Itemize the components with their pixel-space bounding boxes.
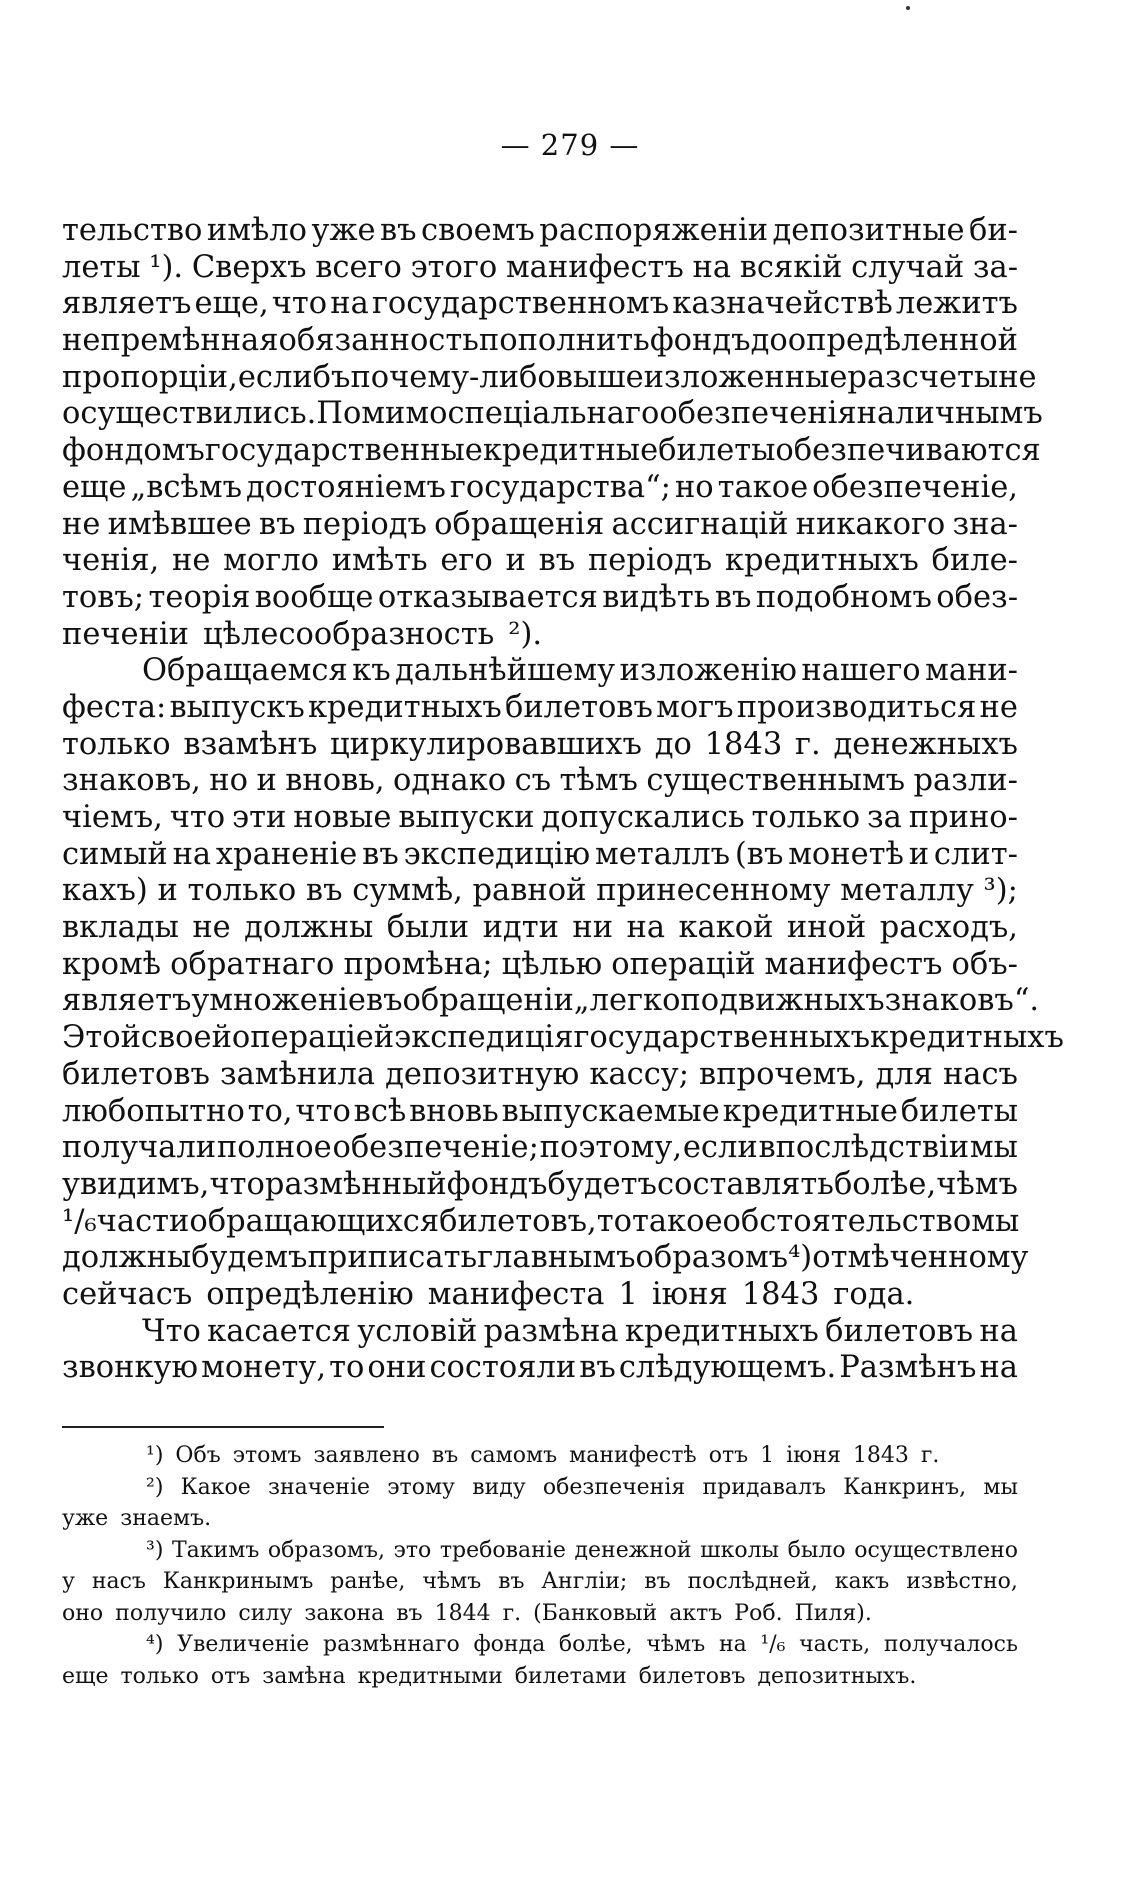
page-number: — 279 —	[500, 128, 640, 162]
text-line: увидимъ, что размѣнный фондъ будетъ составлять болѣе, чѣмъ	[62, 1166, 1018, 1202]
text-line: симый на храненіе въ экспедицію металлъ (въ монетѣ и слит-	[62, 836, 1018, 872]
text-line: получали полное обезпеченіе; поэтому, если впослѣдствіи мы	[62, 1130, 1018, 1166]
text-line: не имѣвшее въ періодъ обращенія ассигнацій никакого зна-	[62, 506, 1018, 542]
footnote-line: еще только отъ замѣна кредитными билетами билетовъ депозитныхъ.	[62, 1663, 917, 1689]
text-line: должны будемъ приписать главнымъ образомъ ⁴) отмѣченному	[62, 1240, 1029, 1276]
text-line: кромѣ обратнаго промѣна; цѣлью операцій манифестъ объ-	[62, 946, 1018, 982]
text-line: знаковъ, но и вновь, однако съ тѣмъ существеннымъ разли-	[62, 763, 1018, 799]
footnote-line: оно получило силу закона въ 1844 г. (Банковый актъ Роб. Пиля).	[62, 1600, 872, 1626]
text-line: Обращаемся къ дальнѣйшему изложенію нашего мани-	[142, 653, 1018, 689]
text-line: осуществились. Помимо спеціальнаго обезпеченія наличнымъ	[62, 396, 1043, 432]
text-line: ченія, не могло имѣть его и въ періодъ кредитныхъ биле-	[62, 543, 1018, 579]
text-line: феста: выпускъ кредитныхъ билетовъ могъ производиться не	[62, 689, 1018, 725]
text-line: звонкую монету, то они состояли въ слѣдующемъ. Размѣнъ на	[62, 1350, 1018, 1386]
text-line: тельство имѣло уже въ своемъ распоряженіи депозитные би-	[62, 213, 1018, 248]
text-line: Этой своей операціей экспедиція государственныхъ кредитныхъ	[62, 1020, 1064, 1056]
text-line: ¹/₆ части обращающихся билетовъ, то такое обстоятельство мы	[62, 1203, 1020, 1239]
text-line: являетъ еще, что на государственномъ казначействѣ лежитъ	[62, 286, 1018, 322]
text-line: печеніи цѣлесообразность ²).	[62, 616, 543, 652]
text-line: сейчасъ опредѣленію манифеста 1 іюня 1843 года.	[62, 1276, 915, 1312]
text-line: являетъ умноженіе въ обращеніи „легкоподвижныхъ знаковъ“.	[62, 983, 1040, 1019]
text-line: непремѣнная обязанность пополнить фондъ до опредѣленной	[62, 323, 1018, 359]
text-line: товъ; теорія вообще отказывается видѣть въ подобномъ обез-	[62, 579, 1018, 615]
text-line: любопытно то, что всѣ вновь выпускаемые кредитные билеты	[62, 1093, 1018, 1129]
text-line: вклады не должны были идти ни на какой иной расходъ,	[62, 910, 1018, 946]
footnote-line: у насъ Канкринымъ ранѣе, чѣмъ въ Англіи; въ послѣдней, какъ извѣстно,	[62, 1569, 1018, 1594]
text-line: билетовъ замѣнила депозитную кассу; впрочемъ, для насъ	[62, 1056, 1018, 1092]
text-line: пропорціи, если бъ почему-либо вышеизложенные разсчеты не	[62, 359, 1037, 395]
footnote-line: ³) Такимъ образомъ, это требованіе денежной школы было осуществлено	[146, 1537, 1018, 1563]
footnotes	[62, 1440, 1018, 1692]
text-line: чіемъ, что эти новые выпуски допускались только за прино-	[62, 800, 1018, 835]
footnote-line: ¹) Объ этомъ заявлено въ самомъ манифестѣ отъ 1 іюня 1843 г.	[146, 1443, 940, 1468]
text-line: Что касается условій размѣна кредитныхъ билетовъ на	[142, 1313, 1018, 1349]
text-line: кахъ) и только въ суммѣ, равной принесенному металлу ³);	[62, 873, 1018, 909]
text-line: только взамѣнъ циркулировавшихъ до 1843 г. денежныхъ	[62, 726, 1018, 762]
footnote-separator	[62, 1426, 384, 1428]
print-speck	[906, 6, 910, 10]
footnote-line: ²) Какое значеніе этому виду обезпеченія придавалъ Канкринъ, мы	[146, 1474, 1018, 1500]
text-line: еще „всѣмъ достояніемъ государства“; но такое обезпеченіе,	[62, 469, 1018, 505]
footnote-line: уже знаемъ.	[62, 1506, 212, 1531]
main-text	[62, 213, 1064, 1387]
text-line: фондомъ государственные кредитные билеты обезпечиваются	[62, 433, 1041, 469]
text-line: леты ¹). Сверхъ всего этого манифестъ на всякій случай за-	[62, 249, 1018, 285]
footnote-line: ⁴) Увеличеніе размѣннаго фонда болѣе, чѣмъ на ¹/₆ часть, получалось	[146, 1632, 1018, 1657]
